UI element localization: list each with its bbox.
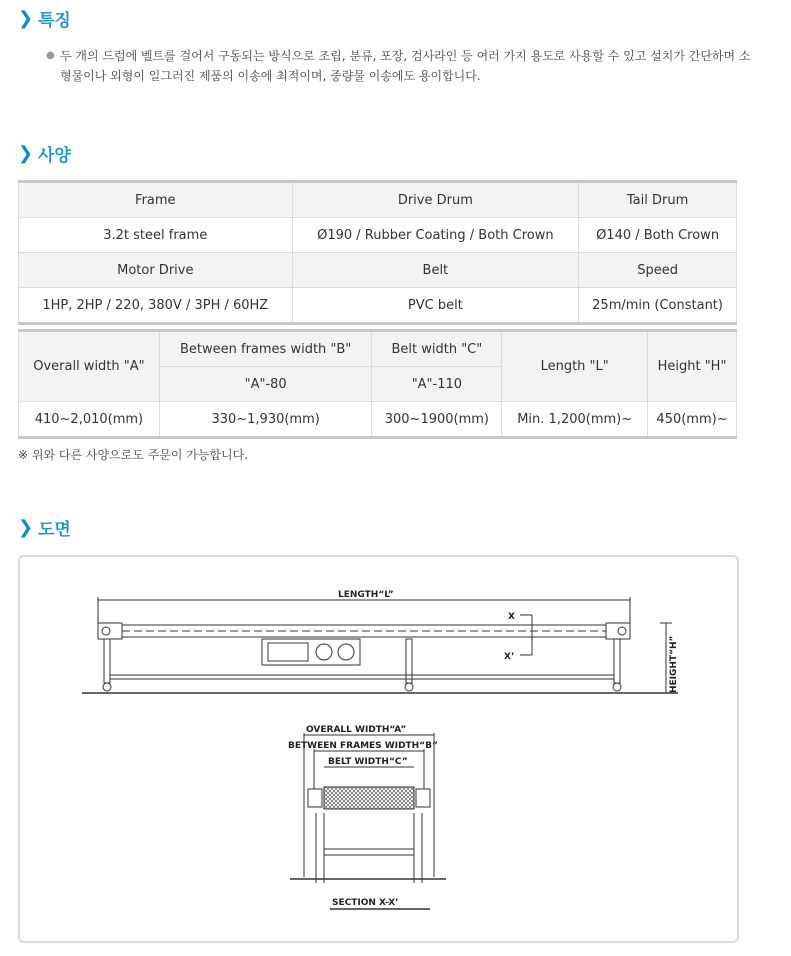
label-length: LENGTH“L”	[338, 590, 394, 600]
header-length: Length "L"	[502, 331, 648, 402]
spec-note: ※ 위와 다른 사양으로도 주문이 가능합니다.	[18, 448, 249, 462]
conveyor-drawing	[20, 557, 737, 941]
features-description	[46, 46, 756, 86]
table-row	[19, 288, 737, 324]
table-row	[19, 331, 737, 367]
spec-title: 사양	[38, 146, 71, 166]
label-height: HEIGHT“H”	[669, 635, 679, 693]
drawing-section-title	[18, 515, 71, 540]
label-section: SECTION X-X’	[332, 898, 399, 908]
features-title: 특징	[38, 11, 71, 31]
table-row	[19, 218, 737, 253]
value-length: Min. 1,200(mm)~	[502, 402, 648, 438]
header-height: Height "H"	[648, 331, 737, 402]
value-overall-width: 410~2,010(mm)	[19, 402, 160, 438]
drawing-box	[18, 555, 739, 943]
table-row	[19, 253, 737, 288]
value-frame: 3.2t steel frame	[19, 218, 293, 253]
header-motor-drive: Motor Drive	[19, 253, 293, 288]
chevron-right-icon: ❯	[18, 143, 34, 164]
value-speed: 25m/min (Constant)	[579, 288, 737, 324]
spec-table-dimensions	[18, 329, 737, 439]
value-height: 450(mm)~	[648, 402, 737, 438]
header-overall-width: Overall width "A"	[19, 331, 160, 402]
label-between-frames: BETWEEN FRAMES WIDTH“B”	[288, 741, 438, 751]
value-between-frames: 330~1,930(mm)	[159, 402, 372, 438]
features-text: 두 개의 드럼에 벨트를 걸어서 구동되는 방식으로 조립, 분류, 포장, 검사라인 등 여러 가지 용도로 사용할 수 있고 설치가 간단하며 소형물이나 외형이 일그러진 제품의 이송에 최적이며, 중량물 이송에도 용이합니다.	[60, 49, 751, 83]
header-belt: Belt	[292, 253, 579, 288]
value-tail-drum: Ø140 / Both Crown	[579, 218, 737, 253]
value-drive-drum: Ø190 / Rubber Coating / Both Crown	[292, 218, 579, 253]
bullet-icon: ●	[46, 50, 55, 61]
value-belt-width: 300~1900(mm)	[372, 402, 502, 438]
drawing-title: 도면	[38, 520, 71, 540]
label-overall-width: OVERALL WIDTH“A”	[306, 725, 407, 735]
header-between-frames: Between frames width "B"	[159, 331, 372, 367]
header-speed: Speed	[579, 253, 737, 288]
label-x: X	[508, 612, 515, 622]
spec-table-main	[18, 180, 737, 325]
side-view	[82, 597, 678, 693]
value-belt: PVC belt	[292, 288, 579, 324]
header-tail-drum: Tail Drum	[579, 182, 737, 218]
table-row	[19, 182, 737, 218]
header-frame: Frame	[19, 182, 293, 218]
value-motor-drive: 1HP, 2HP / 220, 380V / 3PH / 60HZ	[19, 288, 293, 324]
label-belt-width: BELT WIDTH“C”	[328, 757, 408, 767]
header-belt-width-sub: "A"-110	[372, 367, 502, 402]
header-belt-width: Belt width "C"	[372, 331, 502, 367]
header-drive-drum: Drive Drum	[292, 182, 579, 218]
label-x-prime: X’	[504, 652, 515, 662]
chevron-right-icon: ❯	[18, 8, 34, 29]
table-row	[19, 402, 737, 438]
chevron-right-icon: ❯	[18, 517, 34, 538]
features-section-title	[18, 6, 71, 31]
header-between-frames-sub: "A"-80	[159, 367, 372, 402]
spec-section-title	[18, 141, 71, 166]
